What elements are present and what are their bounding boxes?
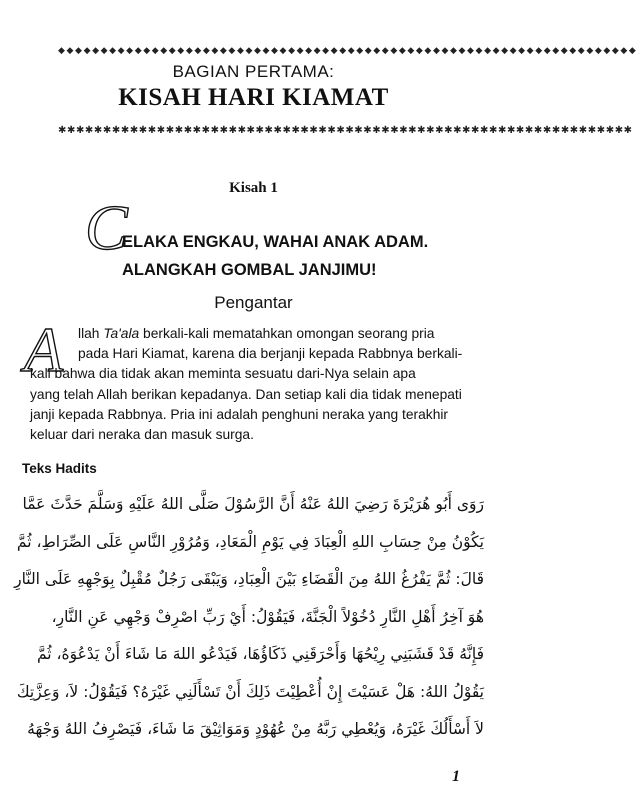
headline-line-2: ALANGKAH GOMBAL JANJIMU!: [122, 261, 377, 279]
paragraph-line: janji kepada Rabbnya. Pria ini adalah penghuni neraka yang terakhir: [30, 406, 449, 422]
part-label: BAGIAN PERTAMA:: [172, 62, 335, 81]
paragraph-line: keluar dari neraka dan masuk surga.: [30, 426, 254, 442]
ornament-border: ✱✱✱✱✱✱✱✱✱✱✱✱✱✱✱✱✱✱✱✱✱✱✱✱✱✱✱✱✱✱✱✱✱✱✱✱✱✱✱✱✱✱✱✱✱✱✱✱✱✱✱✱✱✱✱✱✱✱✱✱✱✱✱✱: [58, 125, 633, 136]
part-title: KISAH HARI KIAMAT: [118, 84, 389, 111]
arabic-line: لاَ أَسْأَلُكَ غَيْرَهُ، وَيُعْطِي رَبَّهُ مِنْ عُهُوْدٍ وَمَوَاثِيْقَ مَا شَاءَ، فَيَصْرِفُ اللهُ وَجْهَهُ: [27, 720, 484, 738]
paragraph-line: llah Ta'ala berkali-kali mematahkan omongan seorang pria: [78, 326, 435, 341]
page-number: 1: [452, 768, 460, 785]
arabic-line: هُوَ آخِرُ أَهْلِ النَّارِ دُخُوْلاً الْجَنَّةَ، فَيَقُوْلُ: أَيْ رَبِّ اصْرِفْ وَجْهِي عَنِ النَّارِ،: [51, 607, 484, 626]
story-number: Kisah 1: [229, 180, 278, 196]
paragraph-line: pada Hari Kiamat, karena dia berjanji kepada Rabbnya berkali-: [78, 346, 463, 362]
intro-title: Pengantar: [214, 293, 293, 312]
headline-line-1: ELAKA ENGKAU, WAHAI ANAK ADAM.: [122, 233, 429, 251]
arabic-line: يَكُوْنُ مِنْ حِسَابِ اللهِ الْعِبَادَ فِي يَوْمِ الْمَعَادِ، وَمُرُوْرِ النَّاسِ عَلَى الصِّرَاطِ، ثُمَّ: [16, 532, 484, 551]
dotted-border-top: ◆◆◆◆◆◆◆◆◆◆◆◆◆◆◆◆◆◆◆◆◆◆◆◆◆◆◆◆◆◆◆◆◆◆◆◆◆◆◆◆◆◆◆◆◆◆◆◆◆◆◆◆◆◆◆◆◆◆◆◆◆◆◆◆◆◆◆◆: [58, 46, 637, 56]
arabic-line: رَوَى أَبُو هُرَيْرَةَ رَضِيَ اللهُ عَنْهُ أَنَّ الرَّسُوْلَ صَلَّى اللهُ عَلَيْهِ وَسَلَّمَ حَدَّثَ عَمَّا: [22, 495, 484, 513]
story-headline: [122, 228, 428, 284]
hadits-arabic-text: [14, 486, 484, 749]
arabic-line: يَقُوْلُ اللهُ: هَلْ عَسَيْتَ إِنْ أُعْطِيْتَ ذَلِكَ أَنْ تَسْأَلَنِي غَيْرَهُ؟ فَيَقُوْلُ: لاَ، وَعِزَّتِكَ: [16, 682, 484, 701]
arabic-line: قَالَ: ثُمَّ يَفْرُغُ اللهُ مِنَ الْقَضَاءِ بَيْنَ الْعِبَادِ، وَيَبْقَى رَجُلٌ مُقْبِلٌ بِوَجْهِهِ عَلَى النَّارِ: [14, 570, 484, 588]
hadits-heading: Teks Hadits: [22, 461, 97, 476]
story-dropcap: C: [85, 192, 128, 263]
paragraph-line: yang telah Allah berikan kepadanya. Dan setiap kali dia tidak menepati: [30, 386, 462, 402]
arabic-line: فَإِنَّهُ قَدْ قَشَبَنِي رِيْحُهَا وَأَحْرَقَنِي ذَكَاؤُهَا، فَيَدْعُو اللهَ مَا شَاءَ أَنْ يَدْعُوَهُ، ثُمَّ: [36, 645, 484, 663]
intro-paragraph: [30, 324, 480, 445]
paragraph-line: kali bahwa dia tidak akan meminta sesuatu dari-Nya selain apa: [30, 366, 416, 382]
intro-dropcap: A: [24, 314, 64, 385]
